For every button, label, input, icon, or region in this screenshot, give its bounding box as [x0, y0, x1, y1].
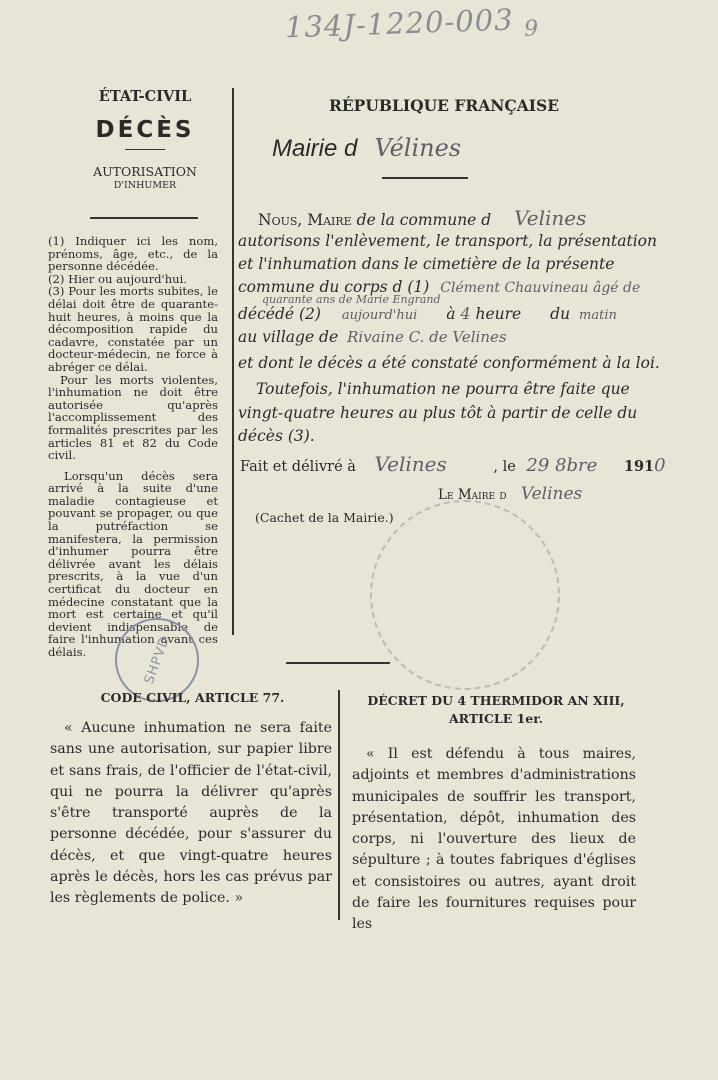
ornament-divider — [125, 149, 165, 150]
nous-maire: Nous, Maire — [258, 211, 352, 229]
left-header — [60, 88, 230, 191]
body-line-6 — [238, 328, 507, 346]
republique-title: RÉPUBLIQUE FRANÇAISE — [328, 96, 560, 115]
commune-du-corps: commune du corps d (1) — [238, 278, 430, 296]
archive-reference-suffix: 9 — [523, 16, 540, 42]
corps-handwritten: Clément Chauvineau âgé de — [440, 280, 641, 296]
code-civil-text: « Aucune inhumation ne sera faite sans une autorisation, sur papier libre et sans frais, de l'officier de l'état-civil, qui ne pourra la délivrer qu'après s'être transporté auprès de la personne décédée, pour s'assurer du décès, et que vingt-quatre heures après le décès, hors les cas prévus par les règlements de police. » — [50, 720, 332, 907]
a-label: à — [446, 305, 456, 323]
code-civil-title: CODE CIVIL, ARTICLE 77. — [100, 690, 285, 705]
section-rule — [286, 662, 390, 664]
toutefois-line-1: Toutefois, l'inhumation ne pourra être faite que — [256, 380, 630, 398]
fait-handwritten: Velines — [374, 452, 447, 476]
mairie-line — [272, 134, 572, 163]
body-line-2: autorisons l'enlèvement, le transport, la présentation — [238, 232, 657, 250]
body-line-7: et dont le décès a été constaté conformément à la loi. — [238, 354, 660, 372]
au-village-de: au village de — [238, 328, 339, 346]
left-notes — [48, 235, 218, 659]
note-4: Pour les morts violentes, l'inhumation ne doit être autorisée qu'après l'accomplissement des formalités prescrites par les articles 81 et 82 du Code civil. — [48, 372, 218, 463]
decede-label: décédé (2) — [238, 305, 321, 323]
date-handwritten: 29 8bre — [526, 455, 598, 476]
archive-reference-number: 134J-1220-003 — [284, 2, 515, 45]
fait-line — [240, 452, 666, 476]
autorisation-title: AUTORISATION — [93, 164, 197, 179]
maire-label: Le Maire d — [438, 487, 507, 503]
commune-handwritten: Velines — [514, 206, 587, 230]
seal-impression — [370, 500, 560, 690]
mairie-handwritten: Vélines — [374, 134, 462, 162]
body-line-3: et l'inhumation dans le cimetière de la présente — [238, 255, 615, 273]
decret-title-2: ARTICLE 1er. — [448, 711, 544, 726]
village-handwritten: Rivaine C. de Velines — [347, 328, 507, 346]
heure-label: heure — [475, 305, 522, 323]
de-la-commune: de la commune d — [356, 211, 492, 229]
maire-handwritten: Velines — [520, 484, 583, 504]
note-2: (2) Hier ou aujourd'hui. — [48, 271, 188, 286]
note-5: Lorsqu'un décès sera arrivé à la suite d'une maladie contagieuse et pouvant se propager, ou que la putréfaction se manifestera, la permission d'inhumer pourra être délivrée avant les délais prescrits, à la vue d'un certificat du docteur en médecine constatant que la mort est certaine et qu'il devient indispensable de faire l'inhumation avant ces délais. — [48, 468, 218, 659]
deces-title: DÉCÈS — [95, 117, 195, 143]
corps-handwritten-2: quarante ans de Marie Engrand — [262, 293, 441, 306]
etat-civil-title: ÉTAT-CIVIL — [98, 88, 192, 105]
decret-title-1: DÉCRET DU 4 THERMIDOR AN XIII, — [367, 693, 625, 708]
mairie-label: Mairie d — [272, 135, 358, 162]
archive-reference — [284, 2, 539, 51]
lower-column-divider — [338, 690, 340, 920]
year-label: 191 — [623, 458, 655, 475]
matin-handwritten: matin — [579, 308, 617, 323]
body-line-1 — [258, 206, 586, 230]
heure-handwritten: 4 — [460, 304, 471, 323]
note-3: (3) Pour les morts subites, le délai doit être de quarante-huit heures, à moins que la décomposition rapide du cadavre, constatée par un docteur-médecin, ne force à abréger ce délai. — [48, 284, 218, 374]
decret-text: « Il est défendu à tous maires, adjoints et membres d'administrations municipales de souffrir les transport, présentation, dépôt, inhumation des corps, ni l'ouverture des lieux de sépulture ; à toutes fabriques d'églises et consistoires ou autres, ayant droit de faire les fournitures requises pour les — [352, 746, 636, 933]
column-divider — [232, 88, 234, 635]
note-1: (1) Indiquer ici les nom, prénoms, âge, etc., de la personne décédée. — [48, 234, 218, 274]
le-label: , le — [493, 459, 516, 475]
du-label: du — [550, 305, 571, 323]
inhumer-title: D'INHUMER — [113, 180, 177, 191]
fait-label: Fait et délivré à — [240, 459, 356, 475]
body-line-5 — [238, 304, 617, 323]
toutefois-line-3: décès (3). — [238, 427, 315, 445]
cachet-label: (Cachet de la Mairie.) — [255, 510, 394, 525]
toutefois-line-2: vingt-quatre heures au plus tôt à partir de celle du — [238, 404, 638, 422]
year-handwritten: 0 — [654, 455, 666, 476]
jour-handwritten: aujourd'hui — [341, 308, 418, 323]
left-header-rule — [90, 217, 198, 219]
shpvd-stamp-text: SHPVD — [141, 634, 173, 686]
mairie-rule — [382, 177, 468, 179]
